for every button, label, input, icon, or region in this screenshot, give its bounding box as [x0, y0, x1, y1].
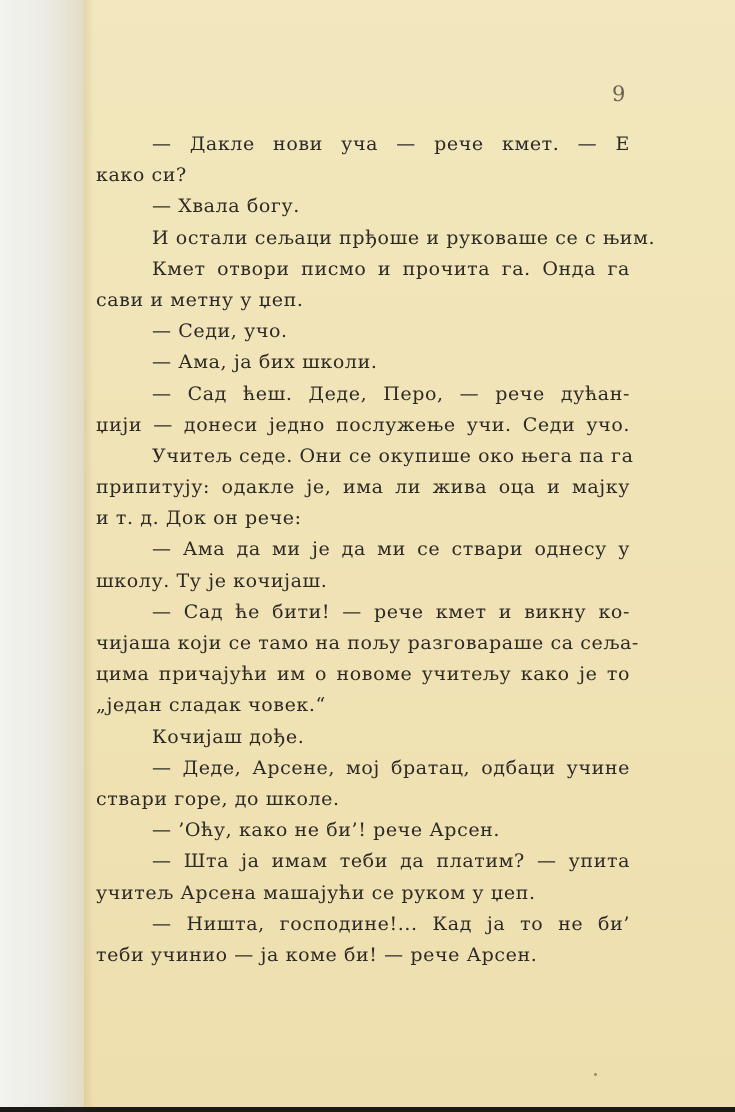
- text-line: и т. д. Док он рече:: [96, 507, 302, 530]
- scan-bottom-edge: [0, 1107, 735, 1112]
- text-line: — Шта ја имам теби да платим? — упита: [152, 850, 630, 873]
- page-number: 9: [612, 82, 626, 106]
- text-line: Кочијаш дође.: [152, 725, 305, 748]
- text-line: — Деде, Арсене, мој братац, одбаци учине: [152, 756, 630, 779]
- text-line: како си?: [96, 164, 187, 187]
- text-line: припитују: одакле је, има ли жива оца и мајку: [96, 476, 630, 499]
- text-line: учитељ Арсена машајући се руком у џеп.: [96, 881, 536, 904]
- text-line: сави и метну у џеп.: [96, 288, 304, 311]
- text-line: теби учинио — ја коме би! — рече Арсен.: [96, 943, 538, 966]
- text-line: — Ама, ја бих школи.: [152, 351, 378, 374]
- text-line: цима причајући им о новоме учитељу како је то: [96, 663, 630, 686]
- text-line: чијаша који се тамо на пољу разговараше са сеља-: [96, 632, 639, 654]
- text-line: ствари горе, до школе.: [96, 787, 340, 810]
- text-line: — Седи, учо.: [152, 320, 288, 343]
- text-line: Учитељ седе. Они се окупише око њега па га: [152, 444, 634, 467]
- text-line: — Хвала богу.: [152, 195, 300, 218]
- text-line: — Ништа, господине!... Кад ја то не би’: [152, 912, 630, 935]
- text-line: — Сад ћеш. Деде, Перо, — рече дућан-: [152, 382, 630, 405]
- text-line: — Сад ће бити! — рече кмет и викну ко-: [152, 600, 630, 623]
- text-line: И остали сељаци прђоше и руковаше се с њим.: [152, 226, 656, 249]
- text-line: школу. Ту је кочијаш.: [96, 569, 328, 592]
- text-line: Кмет отвори писмо и прочита га. Онда га: [152, 257, 630, 280]
- text-line: — Дакле нови уча — рече кмет. — Е: [152, 133, 630, 155]
- left-page-margin: [0, 0, 84, 1112]
- page-text: [96, 129, 656, 971]
- paper-speck: [594, 1073, 597, 1076]
- text-line: — ’Оћу, како не би’! рече Арсен.: [152, 819, 501, 842]
- text-line: „један сладак човек.“: [96, 694, 326, 717]
- text-line: — Ама да ми је да ми се ствари однесу у: [152, 538, 630, 561]
- text-line: џији — донеси једно послужење учи. Седи учо.: [96, 413, 630, 436]
